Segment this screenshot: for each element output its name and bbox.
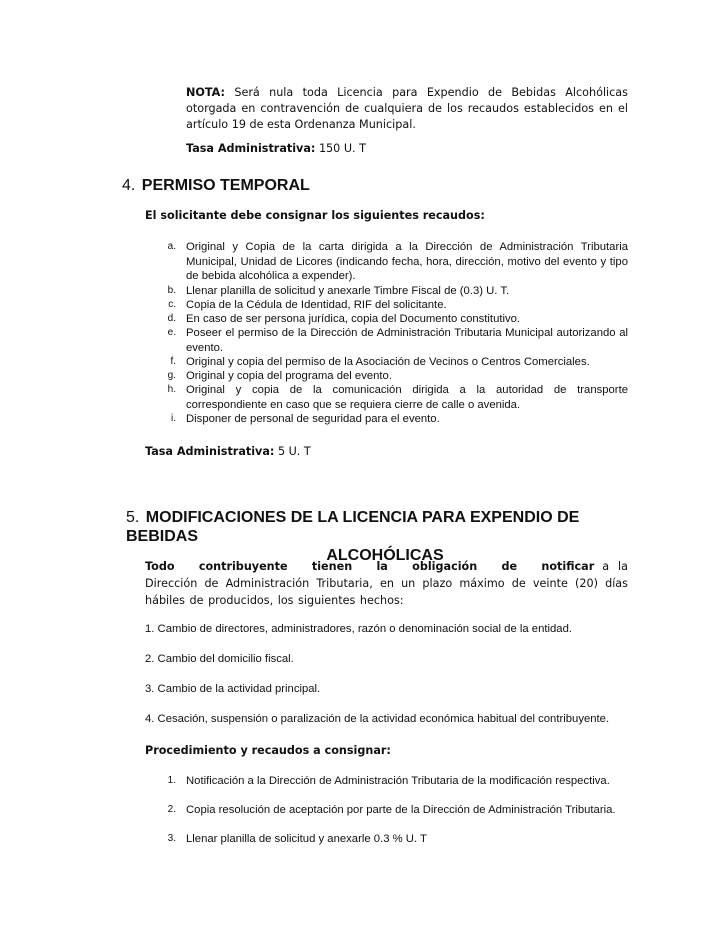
section-4-heading (122, 176, 310, 195)
list-marker: 3. (167, 833, 176, 844)
section-4-title: PERMISO TEMPORAL (141, 177, 310, 194)
tasa-administrativa-2 (145, 444, 311, 459)
list-text: Disponer de personal de seguridad para el evento. (186, 413, 440, 425)
list-text: Original y copia del programa del evento. (186, 370, 392, 382)
list-marker: i. (171, 413, 176, 424)
list-marker: c. (168, 299, 176, 310)
list-text: Copia resolución de aceptación por parte de la Dirección de Administración Tributaria. (186, 804, 616, 816)
list-item (147, 284, 628, 299)
section-4-number: 4. (122, 177, 136, 194)
section-5-heading (126, 508, 636, 565)
tasa-value: 5 U. T (277, 445, 311, 458)
nota-paragraph (186, 85, 628, 133)
intro-bold: Todo contribuyente tienen la obligación de notificar (145, 560, 595, 573)
tasa-value: 150 U. T (318, 142, 366, 155)
list-marker: f. (170, 356, 176, 367)
list-marker: g. (167, 370, 176, 381)
list-marker: a. (167, 241, 176, 252)
tasa-administrativa-1 (186, 141, 366, 156)
list-marker: h. (167, 384, 176, 395)
list-item (147, 355, 628, 370)
list-text: Original y Copia de la carta dirigida a la Dirección de Administración Tributaria Municipal, Unidad de Licores (indicando fecha, hora, dirección, motivo del evento y tipo de bebida alcohólica a expender). (186, 241, 628, 282)
nota-label: NOTA: (186, 86, 225, 99)
list-item (147, 412, 628, 427)
intro-rest: a la Dirección de Administración Tributaria, en un plazo máximo de veinte (20) días hábiles de producidos, los siguientes hechos: (145, 560, 628, 607)
section-5-title-line2: ALCOHÓLICAS (326, 547, 444, 564)
fact-item: 1. Cambio de directores, administradores, razón o denominación social de la entidad. (145, 623, 573, 635)
list-item (147, 774, 628, 789)
fact-item: 2. Cambio del domicilio fiscal. (145, 653, 294, 665)
list-text: Llenar planilla de solicitud y anexarle Timbre Fiscal de (0.3) U. T. (186, 285, 510, 297)
list-marker: e. (167, 327, 176, 338)
fact-item: 3. Cambio de la actividad principal. (145, 683, 321, 695)
list-marker: 1. (167, 775, 176, 786)
procedure-title: Procedimiento y recaudos a consignar: (145, 744, 391, 757)
list-item (147, 803, 628, 818)
tasa-label: Tasa Administrativa: (186, 142, 316, 155)
list-item (147, 326, 628, 355)
tasa-label: Tasa Administrativa: (145, 445, 275, 458)
list-item (147, 383, 628, 412)
list-text: En caso de ser persona jurídica, copia del Documento constitutivo. (186, 313, 521, 325)
list-marker: b. (167, 285, 176, 296)
list-item (147, 369, 628, 384)
list-item (147, 298, 628, 313)
list-marker: d. (167, 313, 176, 324)
list-item (147, 832, 628, 847)
list-item (147, 240, 628, 284)
section-5-title-line1: MODIFICACIONES DE LA LICENCIA PARA EXPENDIO DE BEBIDAS (126, 509, 580, 545)
section-5-number: 5. (126, 509, 140, 526)
list-text: Llenar planilla de solicitud y anexarle 0.3 % U. T (186, 833, 427, 845)
list-text: Original y copia de la comunicación dirigida a la autoridad de transporte correspondiente en caso que se requiera cierre de calle o avenida. (186, 384, 628, 411)
list-text: Original y copia del permiso de la Asociación de Vecinos o Centros Comerciales. (186, 356, 590, 368)
section-5-intro (145, 558, 628, 609)
fact-item: 4. Cesación, suspensión o paralización de la actividad económica habitual del contribuyente. (145, 713, 610, 725)
list-item (147, 312, 628, 327)
list-text: Copia de la Cédula de Identidad, RIF del solicitante. (186, 299, 447, 311)
section-4-intro: El solicitante debe consignar los siguientes recaudos: (145, 209, 485, 222)
list-marker: 2. (167, 804, 176, 815)
list-text: Notificación a la Dirección de Administración Tributaria de la modificación respectiva. (186, 775, 610, 787)
list-text: Poseer el permiso de la Dirección de Administración Tributaria Municipal autorizando al evento. (186, 327, 628, 354)
nota-text: Será nula toda Licencia para Expendio de Bebidas Alcohólicas otorgada en contravención de cualquiera de los recaudos establecidos en el artículo 19 de esta Ordenanza Municipal. (186, 86, 628, 131)
